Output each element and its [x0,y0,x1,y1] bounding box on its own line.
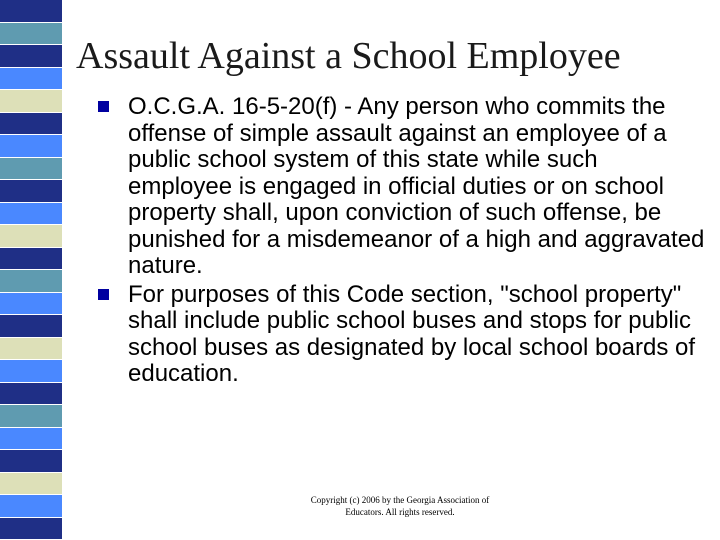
stripe-segment [0,270,62,293]
copyright-line-1: Copyright (c) 2006 by the Georgia Association of [310,495,490,505]
stripe-segment [0,180,62,203]
stripe-segment [0,495,62,518]
stripe-segment [0,293,62,316]
stripe-segment [0,135,62,158]
stripe-segment [0,315,62,338]
square-bullet-icon [98,289,109,300]
stripe-segment [0,450,62,473]
stripe-segment [0,383,62,406]
square-bullet-icon [98,101,109,112]
stripe-segment [0,90,62,113]
copyright-footer [290,494,510,518]
decorative-stripe-bar [0,0,62,540]
copyright-line-2: Educators. All rights reserved. [345,507,455,517]
stripe-segment [0,338,62,361]
stripe-segment [0,360,62,383]
stripe-segment [0,203,62,226]
stripe-segment [0,405,62,428]
stripe-segment [0,225,62,248]
bullet-text: For purposes of this Code section, "school property" shall include public school buses and stops for public school buses as designated by local school boards of education. [128,280,696,387]
stripe-segment [0,158,62,181]
stripe-segment [0,518,62,540]
stripe-segment [0,68,62,91]
stripe-segment [0,0,62,23]
stripe-segment [0,473,62,496]
bullet-item [98,94,708,280]
slide-title: Assault Against a School Employee [76,35,621,77]
bullet-item [98,282,708,388]
stripe-segment [0,113,62,136]
stripe-segment [0,45,62,68]
stripe-segment [0,248,62,271]
stripe-segment [0,428,62,451]
bullet-list [98,94,708,390]
stripe-segment [0,23,62,46]
bullet-text: O.C.G.A. 16-5-20(f) - Any person who commits the offense of simple assault against an employee of a public school system of this state while such employee is engaged in official duties or on school property shall, upon conviction of such offense, be punished for a misdemeanor of a high and aggravated nature. [128,93,705,279]
